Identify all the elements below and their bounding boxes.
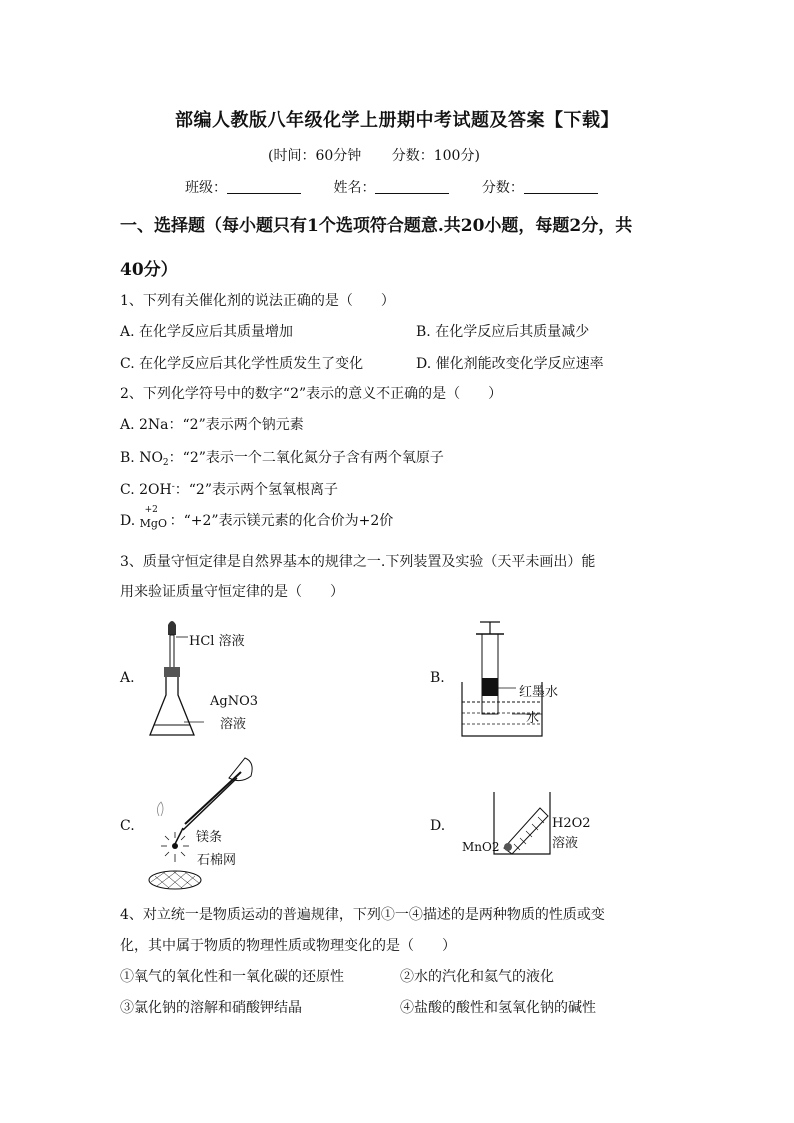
q2-d-valence: +2 bbox=[144, 505, 158, 515]
fig-c-magnesium-label: 镁条 bbox=[196, 830, 223, 845]
q2-stem: 2、下列化学符号中的数字“2”表示的意义不正确的是（ ） bbox=[120, 386, 503, 402]
q1-stem: 1、下列有关催化剂的说法正确的是（ ） bbox=[120, 293, 395, 309]
q2-option-c bbox=[120, 479, 338, 499]
fig-d-mno2-label: MnO2 bbox=[462, 840, 500, 854]
q3-option-b-label: B. bbox=[430, 670, 445, 686]
q3-stem-line2: 用来验证质量守恒定律的是（ ） bbox=[120, 584, 344, 600]
q2-option-b bbox=[120, 447, 444, 468]
tongs-lower bbox=[183, 778, 237, 830]
exam-time: (时间：60分钟 bbox=[268, 148, 362, 164]
class-blank[interactable] bbox=[227, 179, 301, 194]
score-blank[interactable] bbox=[524, 179, 598, 194]
q4-option-4: ④盐酸的酸性和氢氧化钠的碱性 bbox=[400, 1000, 596, 1016]
smoke-wisp bbox=[157, 802, 163, 816]
name-label: 姓名： bbox=[333, 180, 376, 196]
fig-c-magnesium bbox=[145, 752, 260, 892]
q4-stem-line1: 4、对立统一是物质运动的普遍规律，下列①一④描述的是两种物质的性质或变 bbox=[120, 907, 605, 923]
q2-c-sup: - bbox=[171, 482, 175, 492]
q2-b-post: ：“2”表示一个二氧化氮分子含有两个氧原子 bbox=[168, 450, 444, 466]
hand-outline bbox=[229, 758, 252, 781]
section-heading-line2: 40分） bbox=[120, 260, 178, 280]
q2-c-pre: C. 2OH bbox=[120, 482, 172, 498]
class-label: 班级： bbox=[185, 180, 227, 196]
q2-d-post: ：“+2”表示镁元素的化合价为+2价 bbox=[169, 513, 394, 529]
class-field bbox=[185, 177, 301, 197]
red-ink-plug bbox=[482, 678, 498, 696]
q4-option-2: ②水的汽化和氦气的液化 bbox=[400, 969, 554, 985]
tube-hatching bbox=[514, 817, 544, 850]
q2-option-a: A. 2Na：“2”表示两个钠元素 bbox=[120, 417, 304, 433]
section-heading-line1: 一、选择题（每小题只有1个选项符合题意.共20小题，每题2分，共 bbox=[120, 216, 633, 236]
flask-body bbox=[150, 677, 194, 735]
asbestos-net bbox=[149, 871, 201, 889]
q3-option-a-label: A. bbox=[120, 670, 135, 686]
q3-option-c-label: C. bbox=[120, 818, 135, 834]
name-field bbox=[333, 177, 449, 197]
fig-d-beaker bbox=[490, 790, 560, 860]
q1-option-c: C. 在化学反应后其化学性质发生了变化 bbox=[120, 356, 364, 372]
score-field bbox=[482, 177, 598, 197]
q2-option-d bbox=[120, 505, 394, 532]
student-info-line bbox=[185, 177, 626, 197]
net-mesh bbox=[151, 871, 199, 889]
q2-d-mgo: MgO bbox=[139, 517, 167, 530]
tongs-upper bbox=[185, 772, 241, 824]
page-title: 部编人教版八年级化学上册期中考试题及答案【下载】 bbox=[175, 110, 619, 131]
q4-option-3: ③氯化钠的溶解和硝酸钾结晶 bbox=[120, 1000, 302, 1016]
q1-option-a: A. 在化学反应后其质量增加 bbox=[120, 324, 294, 340]
flame-core bbox=[172, 843, 178, 849]
magnesium-strip bbox=[175, 828, 183, 844]
fig-c-net-label: 石棉网 bbox=[197, 853, 237, 868]
exam-score: 分数：100分) bbox=[391, 148, 480, 164]
q2-d-formula bbox=[139, 505, 170, 530]
q3-option-d-label: D. bbox=[430, 818, 446, 834]
fig-a-solution-label: 溶液 bbox=[220, 717, 247, 732]
q4-stem-line2: 化，其中属于物质的物理性质或物理变化的是（ ） bbox=[120, 938, 456, 954]
q4-option-1: ①氧气的氧化性和一氧化碳的还原性 bbox=[120, 969, 344, 985]
q2-d-pre: D. bbox=[120, 513, 136, 529]
fig-b-water-label: 水 bbox=[526, 711, 540, 726]
q2-c-post: ：“2”表示两个氢氧根离子 bbox=[174, 482, 338, 498]
name-blank[interactable] bbox=[375, 179, 449, 194]
flask-stopper bbox=[164, 667, 180, 677]
q1-option-b: B. 在化学反应后其质量减少 bbox=[416, 324, 590, 340]
q2-b-sub: 2 bbox=[162, 458, 169, 468]
score-label: 分数： bbox=[481, 180, 524, 196]
fig-b-red-ink-label: 红墨水 bbox=[519, 685, 559, 700]
fig-a-agno3-label: AgNO3 bbox=[210, 694, 259, 709]
dropper-bulb bbox=[168, 621, 176, 635]
mno2-powder bbox=[504, 843, 512, 851]
q3-stem-line1: 3、质量守恒定律是自然界基本的规律之一.下列装置及实验（天平未画出）能 bbox=[120, 554, 596, 570]
q1-option-d: D. 催化剂能改变化学反应速率 bbox=[416, 356, 604, 372]
fig-a-hcl-label: HCl 溶液 bbox=[189, 634, 245, 649]
exam-meta bbox=[268, 145, 506, 165]
q2-b-pre: B. NO bbox=[120, 450, 163, 466]
fig-d-solution-label: 溶液 bbox=[552, 836, 579, 851]
fig-d-h2o2-label: H2O2 bbox=[552, 816, 591, 831]
